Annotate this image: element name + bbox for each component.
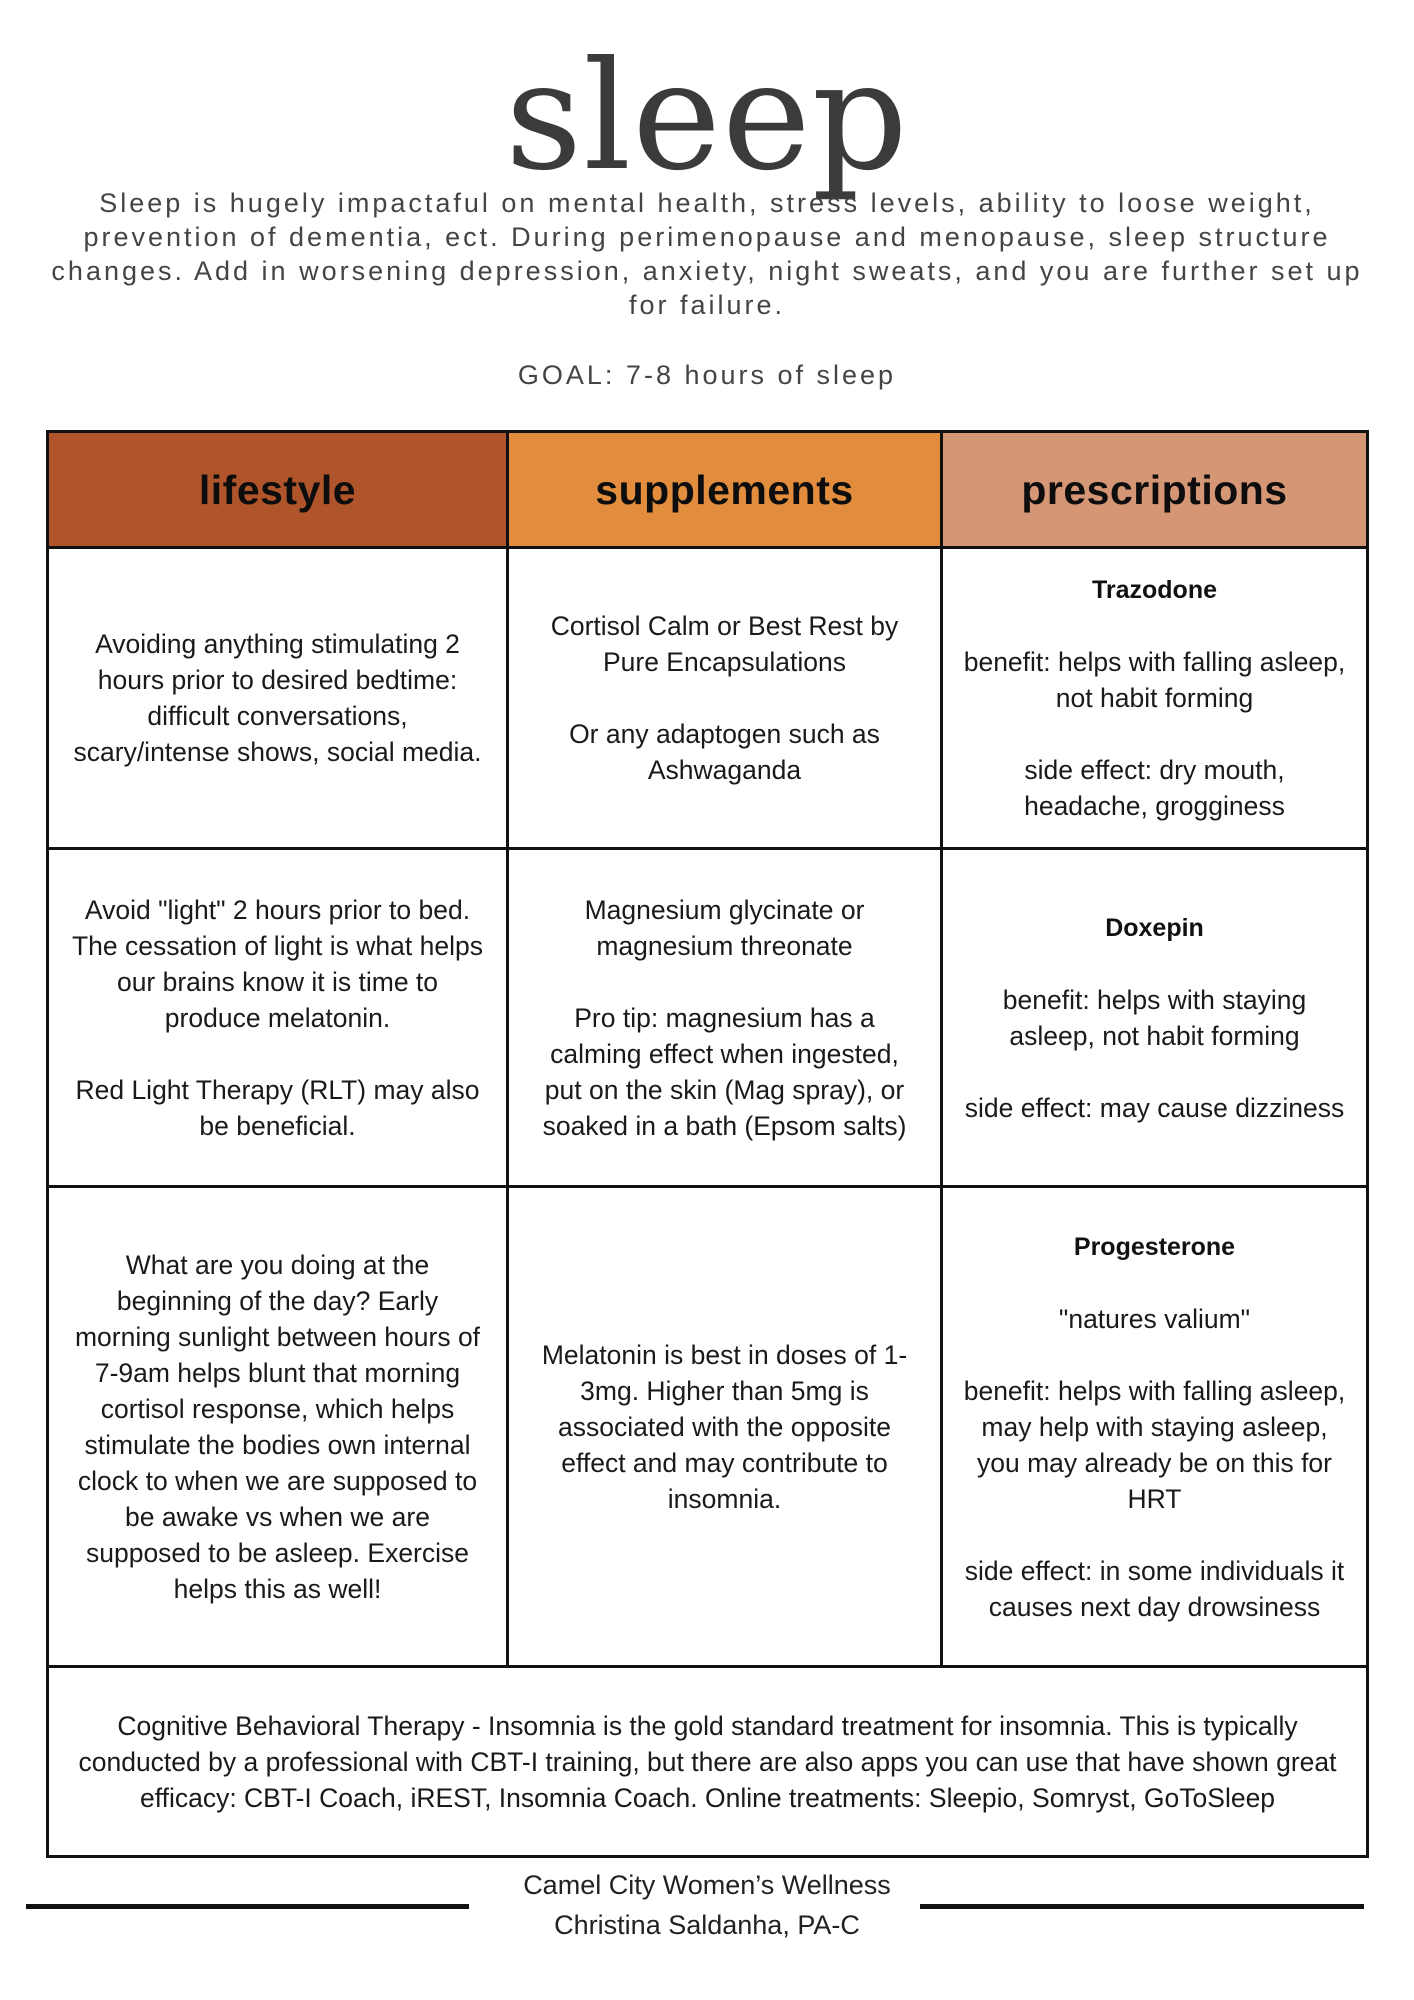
row3-benefit: benefit: helps with falling asleep, may help with staying asleep, you may already be on this for HRT [963,1375,1346,1514]
sleep-table [46,430,1369,1858]
practice-name: Camel City Women’s Wellness [523,1870,891,1900]
row3-prescription-cell [943,1188,1366,1668]
row3-lifestyle-cell [49,1188,509,1668]
row1-supplements-p2: Or any adaptogen such as Ashwaganda [569,719,880,785]
row2-lifestyle-cell [49,850,509,1188]
row3-nickname: "natures valium" [1058,1303,1251,1334]
row2-prescription-cell [943,850,1366,1188]
header-lifestyle: lifestyle [49,433,509,549]
goal-statement: GOAL: 7-8 hours of sleep [517,360,897,390]
drug-name-doxepin: Doxepin [1105,913,1204,942]
row2-supplements-cell [509,850,943,1188]
provider-name: Christina Saldanha, PA-C [554,1910,860,1940]
row3-supplements-text: Melatonin is best in doses of 1-3mg. Higher than 5mg is associated with the opposite effect and may contribute to insomnia. [541,1339,908,1514]
page-title: sleep [505,30,909,204]
row2-lifestyle-p1: Avoid "light" 2 hours prior to bed. The cessation of light is what helps our brains know it is time to produce melatonin. [72,894,483,1033]
drug-name-trazodone: Trazodone [1091,576,1217,604]
row1-supplements-p1: Cortisol Calm or Best Rest by Pure Encapsulations [550,611,899,677]
row1-side-effect: side effect: dry mouth, headache, grogginess [1024,755,1285,821]
intro-paragraph: Sleep is hugely impactaful on mental health, stress levels, ability to loose weight, prevention of dementia, ect. During perimenopause and menopause, sleep structure changes. Add in worsening depression, anxiety, night sweats, and you are further set up for failure. [51,188,1363,320]
cbt-i-footer-cell [49,1668,1366,1855]
row1-lifestyle-cell [49,549,509,850]
header-prescriptions: prescriptions [943,433,1366,549]
row2-benefit: benefit: helps with staying asleep, not habit forming [1002,984,1307,1051]
row3-lifestyle-text: What are you doing at the beginning of the day? Early morning sunlight between hours of 7-9am helps blunt that morning cortisol response, which helps stimulate the bodies own internal clock to when we are supposed to be awake vs when we are supposed to be asleep. Exercise helps this as well! [74,1249,481,1604]
row3-side-effect: side effect: in some individuals it causes next day drowsiness [964,1555,1345,1622]
drug-name-progesterone: Progesterone [1073,1232,1236,1261]
cbt-i-text: Cognitive Behavioral Therapy - Insomnia is the gold standard treatment for insomnia. This is typically conducted by a professional with CBT-I training, but there are also apps you can use that have shown great efficacy: CBT-I Coach, iREST, Insomnia Coach. Online treatments: Sleepio, Somryst, GoToSleep [78,1710,1337,1813]
header-supplements: supplements [509,433,943,549]
row2-side-effect: side effect: may cause dizziness [964,1092,1345,1123]
row3-supplements-cell [509,1188,943,1668]
row1-benefit: benefit: helps with falling asleep, not habit forming [963,647,1346,713]
row1-prescription-cell [943,549,1366,850]
row2-supplements-p2: Pro tip: magnesium has a calming effect when ingested, put on the skin (Mag spray), or soaked in a bath (Epsom salts) [542,1002,907,1141]
row2-lifestyle-p2: Red Light Therapy (RLT) may also be beneficial. [75,1074,480,1141]
row2-supplements-p1: Magnesium glycinate or magnesium threonate [584,894,865,961]
row1-lifestyle-text: Avoiding anything stimulating 2 hours prior to desired bedtime: difficult conversations, scary/intense shows, social media. [73,629,482,767]
row1-supplements-cell [509,549,943,850]
